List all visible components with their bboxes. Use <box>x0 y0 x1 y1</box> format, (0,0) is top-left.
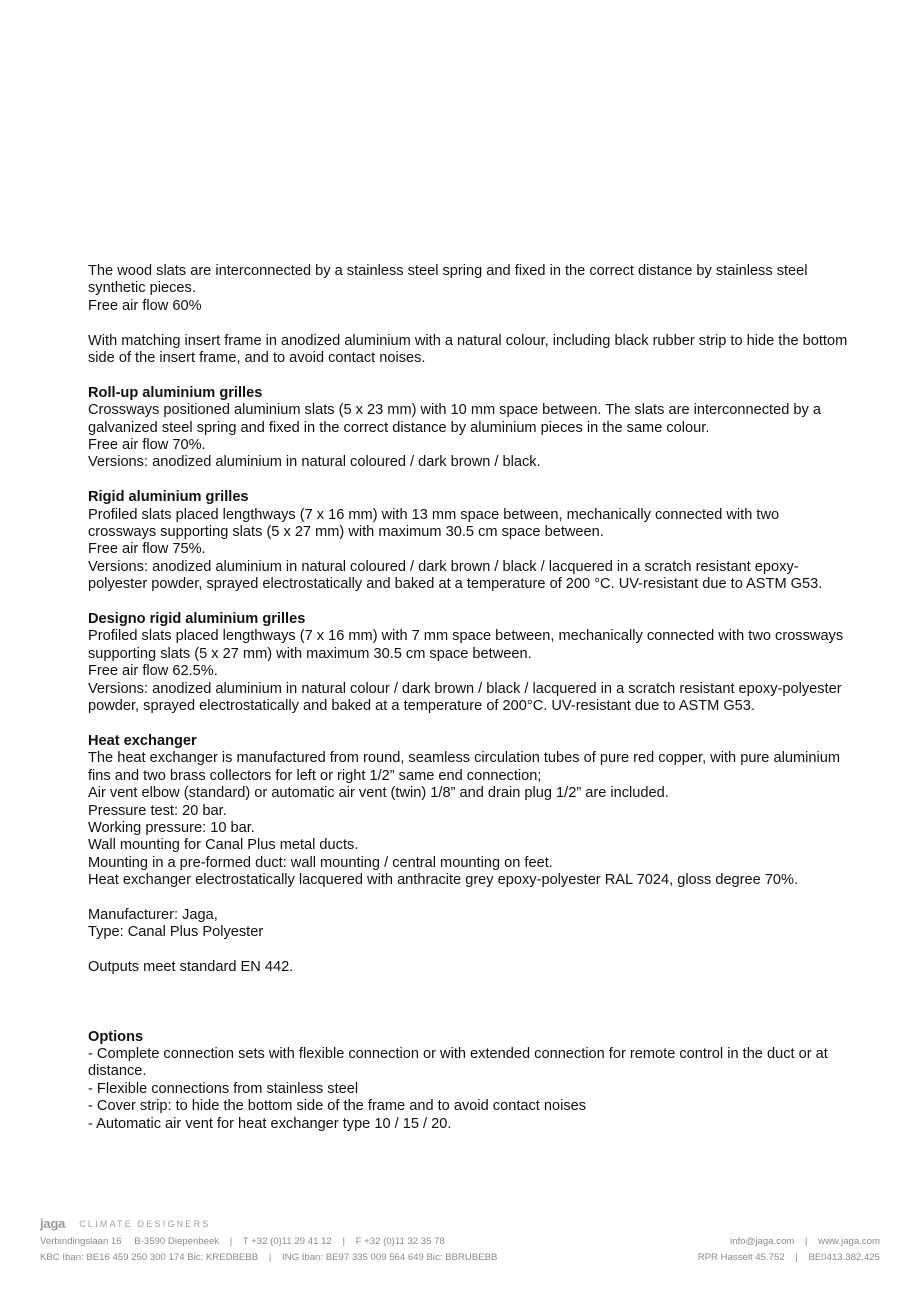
footer-fax: F +32 (0)11 32 35 78 <box>355 1236 445 1247</box>
footer-city: B-3590 Diepenbeek <box>134 1236 220 1247</box>
rigid-line: Versions: anodized aluminium in natural coloured / dark brown / black / lacquered in a scratch resistant epoxy-polyester powder, sprayed electrostatically and baked at a temperature of 200 °C. UV-resistant due to ASTM G53. <box>88 558 823 593</box>
option-item: - Automatic air vent for heat exchanger type 10 / 15 / 20. <box>88 1115 452 1132</box>
heat-exchanger-heading: Heat exchanger <box>88 732 197 749</box>
footer-website[interactable]: www.jaga.com <box>818 1236 880 1247</box>
intro-paragraph: The wood slats are interconnected by a stainless steel spring and fixed in the correct distance by stainless steel synthetic pieces. <box>88 263 808 297</box>
heat-exchanger-line: Air vent elbow (standard) or automatic air vent (twin) 1/8” and drain plug 1/2” are included. <box>88 785 669 802</box>
option-item: - Cover strip: to hide the bottom side of the frame and to avoid contact noises <box>88 1098 587 1115</box>
options-heading: Options <box>88 1028 144 1045</box>
manufacturer: Manufacturer: Jaga, <box>88 906 218 923</box>
document-body <box>88 263 848 1133</box>
rollup-line: Versions: anodized aluminium in natural coloured / dark brown / black. <box>88 454 541 471</box>
heat-exchanger-line: Working pressure: 10 bar. <box>88 819 255 836</box>
footer-address: Verbindingslaan 16 <box>40 1236 122 1247</box>
footer-rpr: RPR Hasselt 45.752 <box>697 1252 785 1263</box>
footer-email[interactable]: info@jaga.com <box>730 1236 795 1247</box>
footer-phone: T +32 (0)11 29 41 12 <box>242 1236 332 1247</box>
footer-vat: BE0413.382.425 <box>808 1252 880 1263</box>
designo-heading: Designo rigid aluminium grilles <box>88 611 306 628</box>
intro-airflow: Free air flow 60% <box>88 297 202 314</box>
rollup-heading: Roll-up aluminium grilles <box>88 384 263 401</box>
rollup-line: Free air flow 70%. <box>88 437 206 454</box>
rollup-line: Crossways positioned aluminium slats (5 x 23 mm) with 10 mm space between. The slats are interconnected by a galvanized steel spring and fixed in the correct distance by aluminium pieces in the same colour. <box>88 402 821 436</box>
designo-line: Profiled slats placed lengthways (7 x 16 mm) with 7 mm space between, mechanically connected with two crossways supporting slats (5 x 27 mm) with maximum 30.5 cm space between. <box>88 628 844 662</box>
heat-exchanger-line: Wall mounting for Canal Plus metal ducts. <box>88 837 359 854</box>
option-item: - Complete connection sets with flexible connection or with extended connection for remote control in the duct or at distance. <box>88 1045 828 1080</box>
page-footer: jaga CLIMATE DESIGNERS Verbindingslaan 16 B-3590 Diepenbeek | T +32 (0)11 29 41 12 | F +32 (0)11 32 35 78 info@jaga.com | www.jaga.com KBC Iban: BE16 459 250 300 174 Bic: KREDBEBB | ING Iban: BE97 335 009 564 649 Bic: BBRUBEBB RPR Hasselt 45.752 | BE0413.382.425 <box>40 1216 880 1263</box>
product-type: Type: Canal Plus Polyester <box>88 924 264 941</box>
rigid-line: Free air flow 75%. <box>88 541 206 558</box>
heat-exchanger-line: Heat exchanger electrostatically lacquered with anthracite grey epoxy-polyester RAL 7024, gloss degree 70%. <box>88 872 799 889</box>
designo-line: Versions: anodized aluminium in natural colour / dark brown / black / lacquered in a scratch resistant epoxy-polyester powder, sprayed electrostatically and baked at a temperature of 200°C. UV-resistant due to ASTM G53. <box>88 680 842 715</box>
heat-exchanger-line: Pressure test: 20 bar. <box>88 802 227 819</box>
insert-frame-paragraph: With matching insert frame in anodized aluminium with a natural colour, including black rubber strip to hide the bottom side of the insert frame, and to avoid contact noises. <box>88 332 848 367</box>
standard-note: Outputs meet standard EN 442. <box>88 959 294 976</box>
footer-kbc-bank: KBC Iban: BE16 459 250 300 174 Bic: KREDBEBB <box>40 1252 259 1263</box>
heat-exchanger-line: Mounting in a pre-formed duct: wall mounting / central mounting on feet. <box>88 854 553 871</box>
jaga-logo: jaga <box>40 1216 66 1231</box>
rigid-line: Profiled slats placed lengthways (7 x 16 mm) with 13 mm space between, mechanically connected with two crossways supporting slats (5 x 27 mm) with maximum 30.5 cm space between. <box>88 506 780 541</box>
option-item: - Flexible connections from stainless steel <box>88 1080 359 1097</box>
rigid-heading: Rigid aluminium grilles <box>88 489 249 506</box>
heat-exchanger-line: The heat exchanger is manufactured from round, seamless circulation tubes of pure red copper, with pure aluminium fins and two brass collectors for left or right 1/2” same end connection; <box>88 750 840 784</box>
designo-line: Free air flow 62.5%. <box>88 663 218 680</box>
footer-tagline: CLIMATE DESIGNERS <box>79 1219 211 1229</box>
footer-ing-bank: ING Iban: BE97 335 009 564 649 Bic: BBRUBEBB <box>281 1252 498 1263</box>
